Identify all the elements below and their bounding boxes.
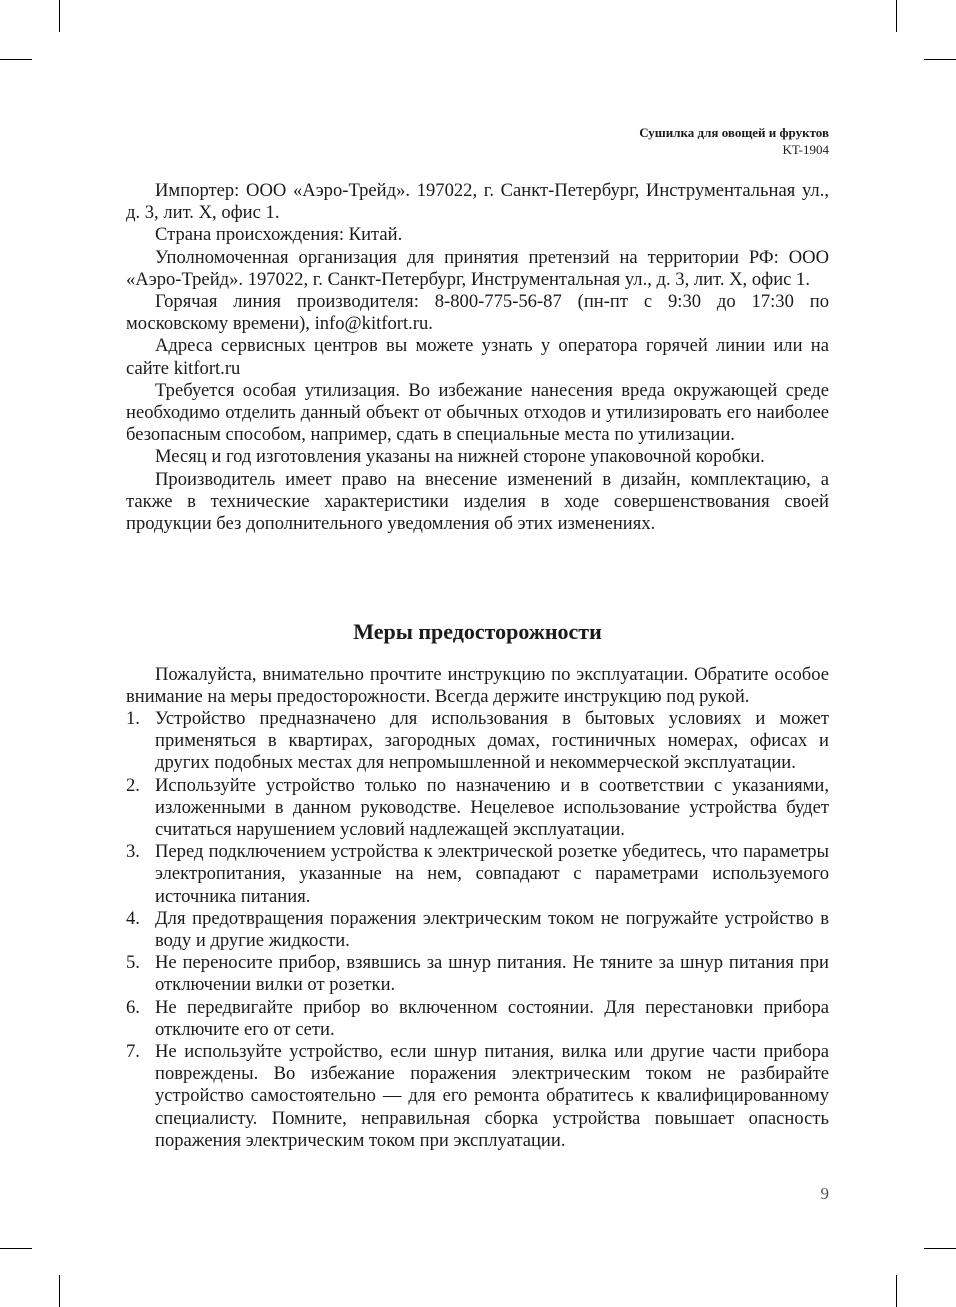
precautions-list bbox=[126, 708, 829, 1152]
section-heading: Меры предосторожности bbox=[353, 619, 602, 644]
item-number: 2. bbox=[126, 774, 140, 796]
section-intro bbox=[126, 664, 829, 708]
paragraph: Страна происхождения: Китай. bbox=[155, 224, 403, 246]
list-item bbox=[126, 841, 829, 908]
paragraph: Уполномоченная организация для принятия претензий на территории РФ: ООО «Аэро-Трейд». 197022, г. Санкт-Петербург, Инструментальная ул., д. 3, лит. Х, офис 1. bbox=[126, 246, 829, 290]
item-text: Для предотвращения поражения электрическим током не погружайте устройство в воду и другие жидкости. bbox=[155, 907, 829, 952]
paragraph: Адреса сервисных центров вы можете узнать у оператора горячей линии или на сайте kitfort.ru bbox=[126, 335, 829, 379]
importer-info bbox=[126, 180, 829, 535]
crop-mark bbox=[896, 1275, 897, 1307]
crop-mark bbox=[59, 1275, 60, 1307]
crop-mark bbox=[924, 1248, 956, 1249]
intro-paragraph: Пожалуйста, внимательно прочтите инструкцию по эксплуатации. Обратите особое внимание на меры предосторожности. Всегда держите инструкцию под рукой. bbox=[126, 664, 829, 708]
item-number: 3. bbox=[126, 841, 140, 863]
crop-mark bbox=[924, 59, 956, 60]
item-number: 1. bbox=[126, 708, 140, 729]
list-item bbox=[126, 908, 829, 952]
item-text: Используйте устройство только по назначению и в соответствии с указаниями, изложенными в данном руководстве. Нецелевое использование устройства будет считаться нарушением условий надлежащей эксплуатации. bbox=[155, 774, 829, 841]
item-text: Не переносите прибор, взявшись за шнур питания. Не тяните за шнур питания при отключении вилки от розетки. bbox=[155, 952, 829, 996]
item-number: 4. bbox=[126, 907, 140, 929]
item-text: Устройство предназначено для использования в бытовых условиях и может применяться в квартирах, загородных домах, гостиничных номерах, офисах и других подобных местах для непромышленной и некоммерческой эксплуатации. bbox=[155, 708, 829, 774]
item-text: Не передвигайте прибор во включенном состоянии. Для перестановки прибора отключите его от сети. bbox=[155, 996, 829, 1040]
list-item bbox=[126, 1041, 829, 1152]
list-item bbox=[126, 952, 829, 996]
crop-mark bbox=[0, 59, 32, 60]
page-number: 9 bbox=[820, 1184, 829, 1203]
crop-mark bbox=[896, 0, 897, 32]
paragraph: Месяц и год изготовления указаны на нижней стороне упаковочной коробки. bbox=[155, 446, 765, 468]
item-number: 5. bbox=[126, 952, 140, 974]
list-item bbox=[126, 708, 829, 775]
item-number: 6. bbox=[126, 996, 140, 1018]
paragraph: Производитель имеет право на внесение изменений в дизайн, комплектацию, а также в технические характеристики изделия в ходе совершенствования своей продукции без дополнительного уведомления об этих изменениях. bbox=[126, 468, 829, 535]
crop-mark bbox=[59, 0, 60, 32]
item-text: Не используйте устройство, если шнур питания, вилка или другие части прибора повреждены. Во избежание поражения электрическим током не разбирайте устройство самостоятельно — для его ремонта обратитесь к квалифицированному специалисту. Помните, неправильная сборка устройства повышает опасность поражения электрическим током при эксплуатации. bbox=[155, 1041, 829, 1151]
crop-mark bbox=[0, 1248, 32, 1249]
item-text: Перед подключением устройства к электрической розетке убедитесь, что параметры электропитания, указанные на нем, совпадают с параметрами используемого источника питания. bbox=[155, 841, 829, 907]
header-title: Сушилка для овощей и фруктов bbox=[639, 125, 829, 140]
list-item bbox=[126, 997, 829, 1041]
paragraph: Требуется особая утилизация. Во избежание нанесения вреда окружающей среде необходимо отделить данный объект от обычных отходов и утилизировать его наиболее безопасным способом, например, сдать в специальные места по утилизации. bbox=[126, 379, 829, 446]
paragraph: Горячая линия производителя: 8-800-775-56-87 (пн-пт с 9:30 до 17:30 по московскому времени), info@kitfort.ru. bbox=[126, 291, 829, 335]
header-model: KT-1904 bbox=[782, 142, 829, 157]
paragraph: Импортер: ООО «Аэро-Трейд». 197022, г. Санкт-Петербург, Инструментальная ул., д. 3, лит. Х, офис 1. bbox=[126, 180, 829, 224]
item-number: 7. bbox=[126, 1041, 140, 1063]
running-header bbox=[639, 124, 829, 158]
list-item bbox=[126, 775, 829, 842]
